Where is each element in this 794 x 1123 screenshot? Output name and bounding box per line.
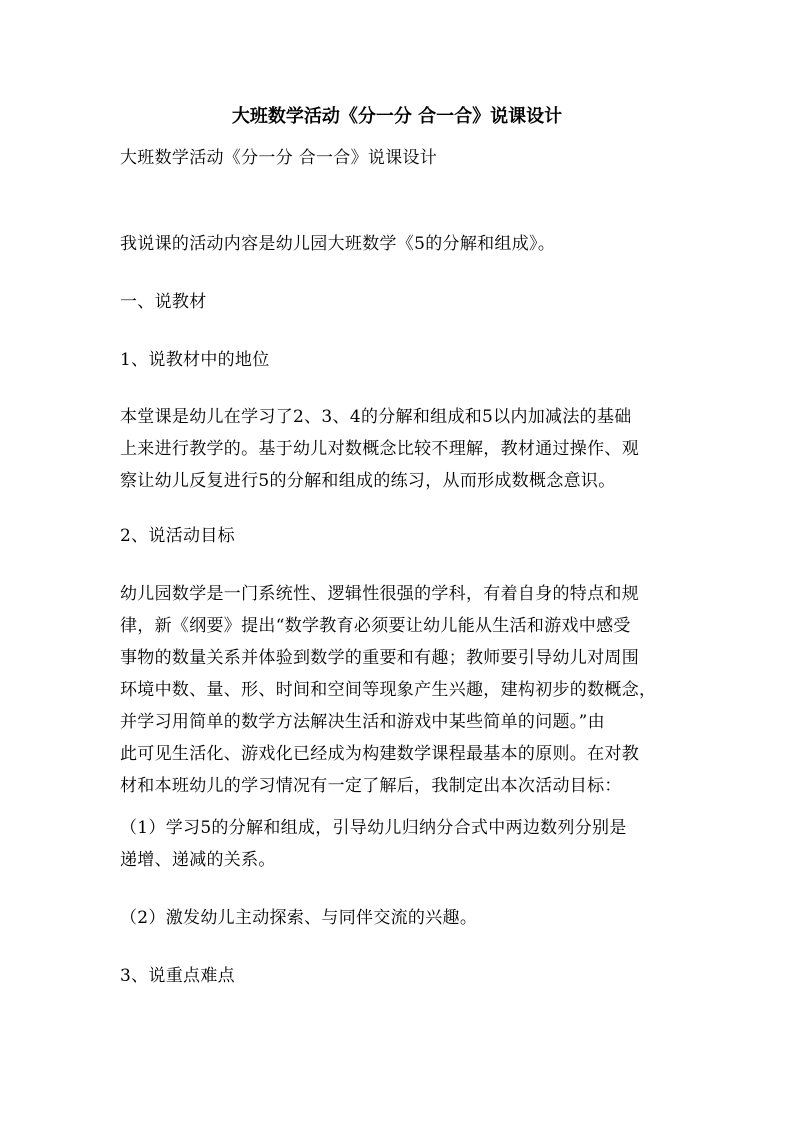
paragraph-goals bbox=[120, 578, 680, 802]
goal-item-2: （2）激发幼儿主动探索、与同伴交流的兴趣。 bbox=[120, 908, 478, 928]
paragraph-line: 律，新《纲要》提出“数学教育必须要让幼儿能从生活和游戏中感受 bbox=[120, 616, 631, 636]
paragraph-line: 此可见生活化、游戏化已经成为构建数学课程最基本的原则。在对教 bbox=[120, 744, 639, 764]
subsection-heading-status: 1、说教材中的地位 bbox=[120, 350, 270, 370]
paragraph-line: 察让幼儿反复进行5的分解和组成的练习，从而形成数概念意识。 bbox=[120, 471, 616, 491]
paragraph-line: 本堂课是幼儿在学习了2、3、4的分解和组成和5以内加减法的基础 bbox=[120, 407, 632, 427]
subsection-heading-goals: 2、说活动目标 bbox=[120, 526, 235, 546]
document-subtitle: 大班数学活动《分一分 合一合》说课设计 bbox=[120, 148, 438, 168]
section-heading-teaching-material: 一、说教材 bbox=[120, 292, 207, 312]
subsection-heading-key-points: 3、说重点难点 bbox=[120, 966, 235, 986]
intro-paragraph: 我说课的活动内容是幼儿园大班数学《5的分解和组成》。 bbox=[120, 234, 556, 254]
paragraph-line: 上来进行教学的。基于幼儿对数概念比较不理解，教材通过操作、观 bbox=[120, 439, 639, 459]
paragraph-line: 环境中数、量、形、时间和空间等现象产生兴趣，建构初步的数概念， bbox=[120, 680, 657, 700]
paragraph-status bbox=[120, 401, 680, 497]
paragraph-line: 幼儿园数学是一门系统性、逻辑性很强的学科，有着自身的特点和规 bbox=[120, 584, 639, 604]
paragraph-line: 递增、递减的关系。 bbox=[120, 850, 276, 870]
document-title: 大班数学活动《分一分 合一合》说课设计 bbox=[231, 106, 563, 127]
paragraph-line: （1）学习5的分解和组成，引导幼儿归纳分合式中两边数列分别是 bbox=[120, 818, 627, 838]
paragraph-line: 材和本班幼儿的学习情况有一定了解后，我制定出本次活动目标： bbox=[120, 776, 622, 796]
paragraph-line: 并学习用简单的数学方法解决生活和游戏中某些简单的问题。”由 bbox=[120, 712, 605, 732]
goal-item-1 bbox=[120, 812, 680, 876]
paragraph-line: 事物的数量关系并体验到数学的重要和有趣；教师要引导幼儿对周围 bbox=[120, 648, 639, 668]
